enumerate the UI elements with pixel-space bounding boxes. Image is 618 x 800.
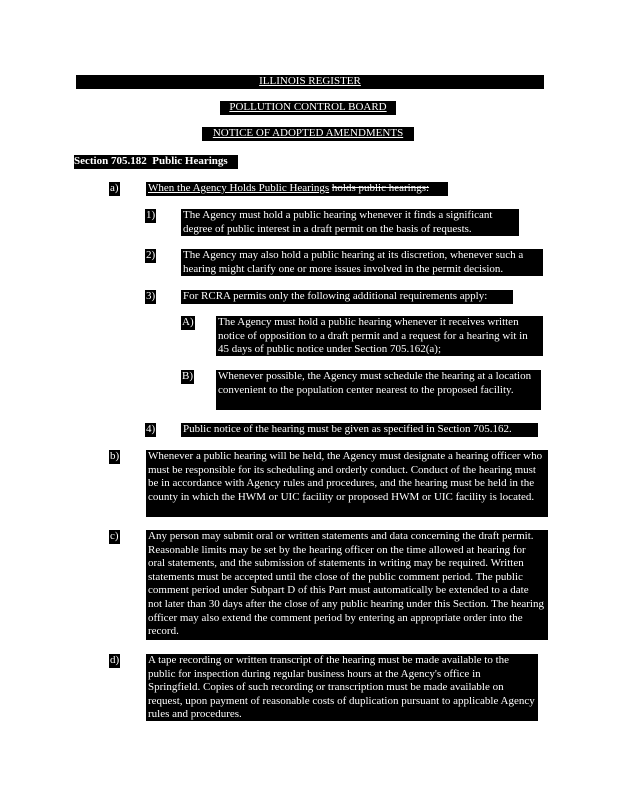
- item-1-label: 1): [146, 209, 156, 221]
- subitem-a-label: A): [182, 316, 194, 328]
- subsection-d-text: A tape recording or written transcript of the hearing must be made available to the public for inspection during regular business hours at the Agency's office in Springfield. Copies of such recording or transcription must be made available on request, upon payment of reasonable costs of duplication pursuant to applicable Agency rules and procedures.: [146, 654, 538, 721]
- subsection-b-label: b): [110, 450, 120, 462]
- register-title-text: ILLINOIS REGISTER: [259, 75, 361, 87]
- item-3-text: For RCRA permits only the following additional requirements apply:: [181, 290, 513, 304]
- subsection-a-underlined: When the Agency Holds Public Hearings: [148, 182, 330, 194]
- register-title: [76, 75, 544, 89]
- item-4-text: Public notice of the hearing must be given as specified in Section 705.162.: [181, 423, 538, 437]
- item-2-label: 2): [146, 249, 156, 261]
- subsection-b-text: Whenever a public hearing will be held, the Agency must designate a hearing officer who must be responsible for its scheduling and orderly conduct. Conduct of the hearing must be in accordance with Agency rules and procedures, and the hearing must be held in the county in which the HWM or UIC facility or proposed HWM or UIC facility is located.: [146, 450, 548, 517]
- item-3-label: 3): [146, 290, 156, 302]
- subsection-c-label: c): [110, 530, 119, 542]
- item-1-text: The Agency must hold a public hearing whenever it finds a significant degree of public interest in a draft permit on the basis of requests.: [181, 209, 519, 236]
- subitem-b-text: Whenever possible, the Agency must schedule the hearing at a location convenient to the population center nearest to the proposed facility.: [216, 370, 541, 410]
- subitem-b-label: B): [182, 370, 193, 382]
- section-title: Public Hearings: [152, 155, 228, 167]
- subsection-a-label: a): [110, 182, 119, 194]
- section-heading: [74, 155, 238, 169]
- subitem-a-text: The Agency must hold a public hearing whenever it receives written notice of opposition to a draft permit and a request for a hearing wit in 45 days of public notice under Section 705.162(a);: [216, 316, 543, 356]
- subsection-d-label: d): [110, 654, 120, 666]
- subsection-a-struck: holds public hearings:: [331, 182, 430, 194]
- item-2-text: The Agency may also hold a public hearing at its discretion, whenever such a hearing might clarify one or more issues involved in the permit decision.: [181, 249, 543, 276]
- section-number: Section 705.182: [74, 155, 147, 167]
- board-title: POLLUTION CONTROL BOARD: [220, 101, 396, 115]
- subsection-c-text: Any person may submit oral or written statements and data concerning the draft permit. Reasonable limits may be set by the hearing officer on the time allowed at hearing for oral statements, and the submission of statements in writing may be required. Written statements must be accepted until the close of the public comment period. The public comment period under Subpart D of this Part must automatically be extended to a date not later than 30 days after the close of any public hearing under this Section. The hearing officer may also extend the comment period by entering an appropriate order into the record.: [146, 530, 548, 640]
- item-4-label: 4): [146, 423, 156, 435]
- subsection-a-heading: [146, 182, 448, 196]
- notice-title: NOTICE OF ADOPTED AMENDMENTS: [202, 127, 414, 141]
